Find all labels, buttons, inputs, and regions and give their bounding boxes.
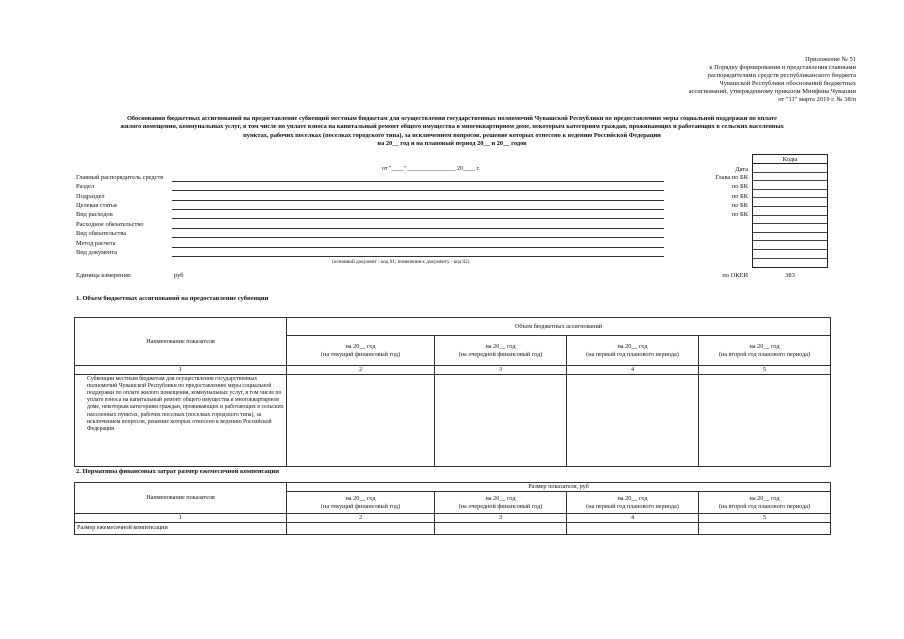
s1-col-number: 1 <box>75 366 287 375</box>
label-section: Раздел <box>76 183 95 190</box>
label-subsection: Подраздел <box>76 193 105 200</box>
label-chapter-bk: Глава по БК <box>715 174 748 181</box>
s2-row-name: Размер ежемесячной компенсации <box>75 522 287 534</box>
s1-row-name: Субвенции местным бюджетам для осуществления государственных полномочий Чувашской Республики по предоставлению меры социальной поддержки по оплате жилого помещения, коммунальных услуг, в том числе по уплате взноса на капитальный ремонт общего имущества в многоквартирном доме, некоторым категориям граждан, проживающих и работающих в сельских населенных пунктах, рабочих поселках (поселках городского типа), за исключением вопросов, решение которых отнесено к ведению Российской Федерации <box>75 374 287 466</box>
okei-value: 383 <box>785 272 795 279</box>
appendix-line: от "11" марта 2019 г. № 38/п <box>778 95 856 103</box>
appendix-line: Чувашской Республики обоснований бюджетных <box>719 79 856 87</box>
title-line: на 20__ год и на плановый период 20__ и 20__ годов <box>377 140 527 148</box>
s2-value-cell-4[interactable] <box>699 522 831 534</box>
label-bk-2: по БК <box>731 193 748 200</box>
s2-col-number: 5 <box>699 514 831 523</box>
codes-header: Коды <box>752 154 828 164</box>
s2-col-header-4: на 20__ год (на второй год планового периода) <box>699 492 831 514</box>
unit-value: руб <box>174 272 184 279</box>
s1-indicator-header: Наименование показателя <box>75 318 287 366</box>
title-line: пунктах, рабочих поселках (поселках городского типа), за исключением вопросов, решение которых отнесено к ведению Российской Федерации <box>243 131 661 139</box>
appendix-line: ассигнований, утвержденному приказом Минфина Чувашии <box>688 87 856 95</box>
s1-col-header-2: на 20__ год (на очередной финансовый год) <box>435 336 567 366</box>
code-cell-date[interactable] <box>753 164 827 173</box>
s2-col-number: 1 <box>75 514 287 523</box>
s1-group-header: Объем бюджетных ассигнований <box>287 318 831 336</box>
s1-col-header-4: на 20__ год (на второй год планового периода) <box>699 336 831 366</box>
s1-col-header-3: на 20__ год (на первый год планового периода) <box>567 336 699 366</box>
code-cell-method[interactable] <box>753 233 827 242</box>
s1-value-cell-1[interactable] <box>287 374 435 466</box>
codes-column <box>752 164 828 268</box>
label-bk-4: по БК <box>731 211 748 218</box>
appendix-note <box>620 56 856 103</box>
s1-col-number: 3 <box>435 366 567 375</box>
field-expense-obligation[interactable] <box>172 228 664 229</box>
s2-col-number: 4 <box>567 514 699 523</box>
field-calc-method[interactable] <box>172 247 664 248</box>
label-expense-obligation: Расходное обязательство <box>76 221 144 228</box>
label-doc-type: Вид документа <box>76 249 118 256</box>
field-obligation-type[interactable] <box>172 237 664 238</box>
code-cell-extra[interactable] <box>753 250 827 259</box>
document-code-note: (основной документ - код 01; изменения к документу - код 02) <box>332 259 470 265</box>
s2-value-cell-1[interactable] <box>287 522 435 534</box>
s1-value-cell-4[interactable] <box>699 374 831 466</box>
s1-col-number: 4 <box>567 366 699 375</box>
appendix-line: Приложение № 51 <box>805 56 856 63</box>
s2-col-number: 2 <box>287 514 435 523</box>
appendix-line: к Порядку формирования и представления главными <box>709 63 856 71</box>
document-title <box>70 115 834 149</box>
s2-group-header: Размер показателя, руб <box>287 483 831 492</box>
code-cell-extra2[interactable] <box>753 259 827 268</box>
code-cell-expense-bk[interactable] <box>753 207 827 216</box>
date-line: от "____" ________________ 20____ г. <box>382 166 480 172</box>
section1-table <box>74 317 831 467</box>
label-calc-method: Метод расчета <box>76 240 116 247</box>
label-expense-type: Вид расходов <box>76 211 113 218</box>
title-line: жилого помещения, коммунальных услуг, в том числе по уплате взноса на капитальный ремонт общего имущества в многоквартирном доме, некоторым категориям граждан, проживающих и работающих в сельских населенных <box>120 123 784 131</box>
unit-label: Единица измерения: <box>76 272 132 279</box>
code-cell-document[interactable] <box>753 241 827 250</box>
label-bk-1: по БК <box>731 183 748 190</box>
field-subsection[interactable] <box>172 200 664 201</box>
label-main-manager: Главный распорядитель средств <box>76 174 164 181</box>
s1-col-header-1: на 20__ год (на текущий финансовый год) <box>287 336 435 366</box>
okei-label: по ОКЕИ <box>722 272 748 279</box>
label-bk-3: по БК <box>731 202 748 209</box>
code-cell-chapter[interactable] <box>753 173 827 182</box>
code-cell-subsection2-bk[interactable] <box>753 190 827 199</box>
s2-col-header-2: на 20__ год (на очередной финансовый год) <box>435 492 567 514</box>
code-cell-subsection-bk[interactable] <box>753 181 827 190</box>
field-expense-type[interactable] <box>172 218 664 219</box>
s1-value-cell-2[interactable] <box>435 374 567 466</box>
title-line: Обоснования бюджетных ассигнований на предоставление субвенций местным бюджетам для осуществления государственных полномочий Чувашской Республики по предоставлению меры социальной поддержки по оплате <box>126 115 778 122</box>
label-date-code: Дата <box>735 166 748 173</box>
section2-table <box>74 482 831 535</box>
code-cell-obligation-type[interactable] <box>753 224 827 233</box>
section2-title: 2. Нормативы финансовых затрат размер ежемесячной компенсации <box>76 468 280 475</box>
label-target-article: Целевая статья <box>76 202 117 209</box>
s2-col-header-1: на 20__ год (на текущий финансовый год) <box>287 492 435 514</box>
appendix-line: распорядителями средств республиканского бюджета <box>707 71 856 79</box>
code-cell-obligation[interactable] <box>753 216 827 225</box>
field-target-article[interactable] <box>172 209 664 210</box>
code-cell-target-bk[interactable] <box>753 198 827 207</box>
s1-col-number: 5 <box>699 366 831 375</box>
s2-col-number: 3 <box>435 514 567 523</box>
s2-col-header-3: на 20__ год (на первый год планового периода) <box>567 492 699 514</box>
field-section[interactable] <box>172 190 664 191</box>
field-main-manager[interactable] <box>172 181 664 182</box>
s1-value-cell-3[interactable] <box>567 374 699 466</box>
s2-value-cell-3[interactable] <box>567 522 699 534</box>
field-doc-type[interactable] <box>172 256 664 257</box>
s2-value-cell-2[interactable] <box>435 522 567 534</box>
s1-col-number: 2 <box>287 366 435 375</box>
s2-indicator-header: Наименование показателя <box>75 483 287 514</box>
label-obligation-type: Вид обязательства <box>76 230 127 237</box>
section1-title: 1. Объем бюджетных ассигнований на предоставление субвенции <box>76 295 269 302</box>
